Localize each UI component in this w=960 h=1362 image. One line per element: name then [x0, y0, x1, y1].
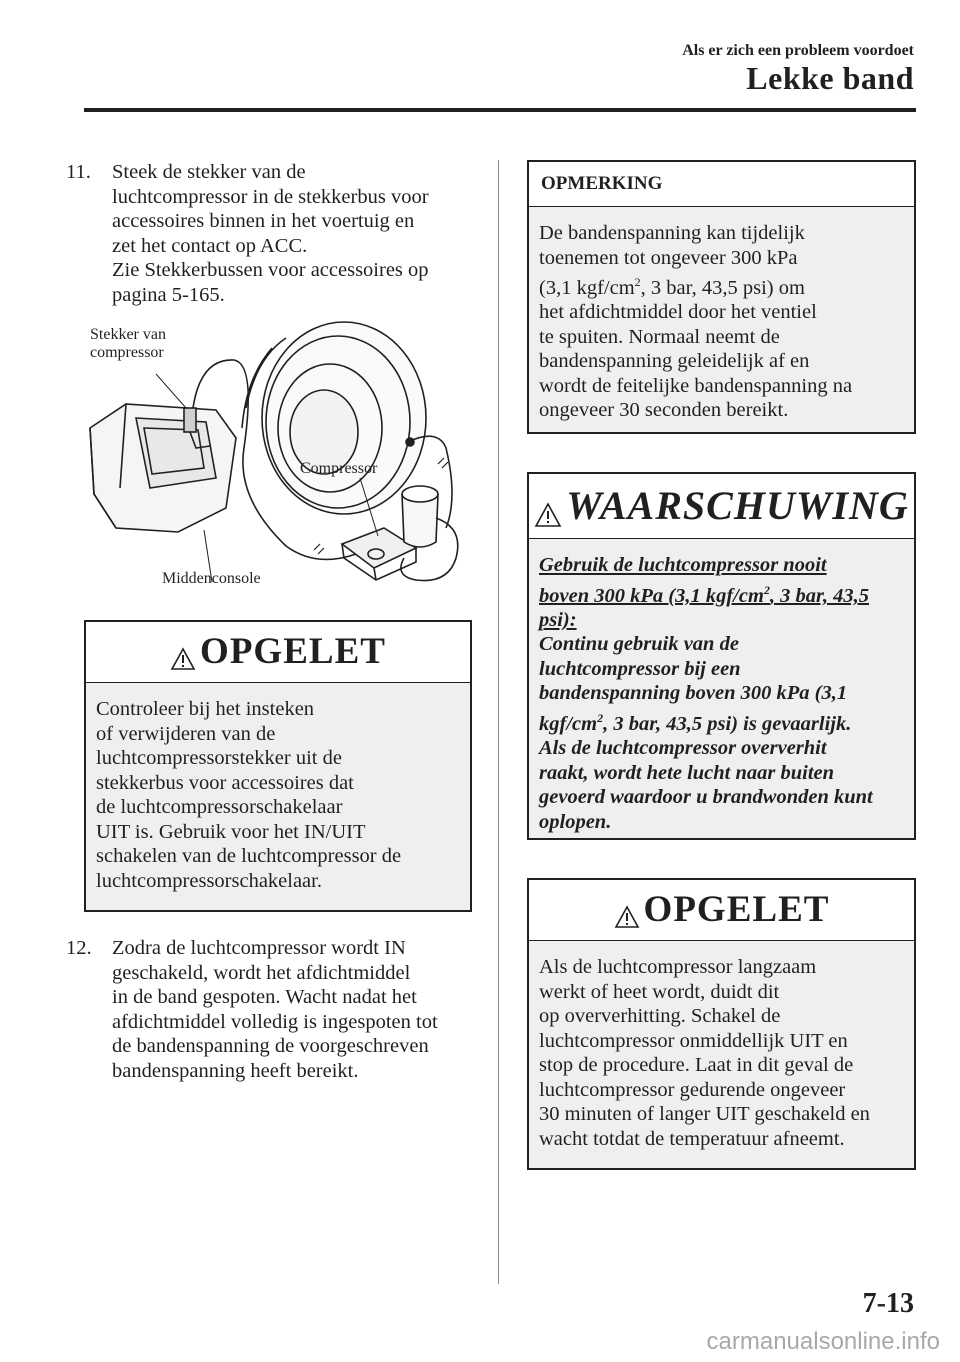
step-line: zet het contact op ACC. [112, 234, 308, 257]
warning-line: gevoerd waardoor u brandwonden kunt [539, 786, 873, 809]
step-line: de bandenspanning de voorgeschreven [112, 1035, 429, 1057]
compressor-illustration [86, 318, 464, 598]
step-line: bandenspanning heeft bereikt. [112, 1059, 359, 1082]
caution-line: werkt of heet wordt, duidt dit [539, 980, 780, 1003]
page-title: Lekke band [746, 60, 914, 96]
note-line: ongeveer 30 seconden bereikt. [539, 399, 789, 422]
step-line: pagina 5-165. [112, 283, 225, 306]
step-line: Zie Stekkerbussen voor accessoires op [112, 259, 429, 281]
warning-title: WAARSCHUWING [566, 483, 909, 528]
note-line: het afdichtmiddel door het ventiel [539, 301, 817, 324]
warning-body [529, 539, 914, 844]
warning-line: Als de luchtcompressor oververhit [539, 737, 827, 760]
warning-header [529, 474, 914, 539]
warning-text: boven 300 kPa (3,1 kgf/cm [539, 584, 764, 607]
warning-text: kgf/cm [539, 712, 598, 735]
column-divider [498, 160, 499, 1284]
warning-triangle-icon [170, 647, 196, 671]
note-line [539, 270, 904, 300]
caution-line: stop de procedure. Laat in dit geval de [539, 1054, 854, 1076]
warning-line: luchtcompressor bij een [539, 657, 741, 680]
warning-line: psi): [539, 608, 577, 631]
note-title: OPMERKING [541, 173, 663, 194]
warning-superscript: 2 [597, 710, 604, 725]
watermark-link[interactable]: carmanualsonline.info [706, 1328, 940, 1355]
warning-triangle-icon [534, 502, 562, 528]
warning-triangle-icon [614, 905, 640, 929]
note-header [529, 162, 914, 207]
caution-line: luchtcompressorschakelaar. [96, 869, 322, 892]
figure-label-plug-line1: Stekker van [90, 326, 166, 343]
caution-line: wacht totdat de temperatuur afneemt. [539, 1127, 845, 1150]
note-line: De bandenspanning kan tijdelijk [539, 222, 805, 244]
header-rule [84, 108, 916, 112]
caution-box-2 [527, 878, 916, 1170]
warning-line [539, 706, 904, 736]
figure-label-plug [90, 326, 166, 362]
step-line: Steek de stekker van de [112, 161, 306, 183]
caution-line: Controleer bij het insteken [96, 698, 315, 720]
caution-line: stekkerbus voor accessoires dat [96, 771, 354, 794]
note-line: toenemen tot ongeveer 300 kPa [539, 246, 798, 269]
step-number: 11. [66, 161, 91, 183]
caution-title: OPGELET [643, 889, 830, 930]
caution-line: luchtcompressor gedurende ongeveer [539, 1078, 846, 1101]
caution-line: luchtcompressorstekker uit de [96, 747, 342, 769]
note-text: , 3 bar, 43,5 psi) om [640, 276, 805, 299]
section-title: Als er zich een probleem voordoet [682, 42, 914, 59]
step-12 [66, 936, 438, 1083]
warning-line: Gebruik de luchtcompressor nooit [539, 554, 827, 576]
note-line: te spuiten. Normaal neemt de [539, 325, 780, 348]
step-line: luchtcompressor in de stekkerbus voor [112, 185, 429, 208]
note-text: (3,1 kgf/cm [539, 276, 635, 299]
warning-text: , 3 bar, 43,5 [769, 584, 869, 607]
caution-line: of verwijderen van de [96, 722, 276, 745]
caution-line: luchtcompressor onmiddellijk UIT en [539, 1029, 848, 1052]
note-line: wordt de feitelijke bandenspanning na [539, 374, 853, 397]
note-superscript: 2 [634, 275, 641, 289]
warning-superscript: 2 [763, 582, 770, 597]
figure-label-plug-line2: compressor [90, 344, 164, 361]
caution-line: UIT is. Gebruik voor het IN/UIT [96, 820, 366, 843]
warning-line: oplopen. [539, 810, 612, 833]
page-number: 7-13 [862, 1288, 914, 1319]
step-line: geschakeld, wordt het afdichtmiddel [112, 961, 411, 984]
warning-text: , 3 bar, 43,5 psi) is gevaarlijk. [603, 712, 852, 735]
caution-body [86, 683, 470, 903]
warning-line [539, 578, 904, 608]
note-box [527, 160, 916, 434]
caution-line: 30 minuten of langer UIT geschakeld en [539, 1103, 870, 1125]
caution-line: schakelen van de luchtcompressor de [96, 845, 402, 867]
caution-line: de luchtcompressorschakelaar [96, 796, 343, 818]
caution-line: Als de luchtcompressor langzaam [539, 956, 817, 978]
step-line: in de band gespoten. Wacht nadat het [112, 986, 417, 1008]
warning-box [527, 472, 916, 840]
warning-line: raakt, wordt hete lucht naar buiten [539, 761, 835, 784]
step-11 [66, 160, 429, 307]
step-line: Zodra de luchtcompressor wordt IN [112, 937, 406, 959]
note-line: bandenspanning geleidelijk af en [539, 350, 810, 373]
note-body [529, 207, 914, 433]
step-line: accessoires binnen in het voertuig en [112, 210, 415, 232]
step-number: 12. [66, 937, 92, 959]
caution-header [529, 880, 914, 941]
figure-label-compressor: Compressor [300, 460, 378, 477]
warning-line: Continu gebruik van de [539, 633, 739, 656]
caution-line: op oververhitting. Schakel de [539, 1005, 781, 1027]
step-line: afdichtmiddel volledig is ingespoten tot [112, 1010, 438, 1033]
caution-body [529, 941, 914, 1161]
figure-label-console: Middenconsole [162, 570, 261, 587]
caution-title: OPGELET [200, 631, 386, 672]
warning-line: bandenspanning boven 300 kPa (3,1 [539, 682, 848, 705]
caution-box-1 [84, 620, 472, 912]
caution-header [86, 622, 470, 683]
